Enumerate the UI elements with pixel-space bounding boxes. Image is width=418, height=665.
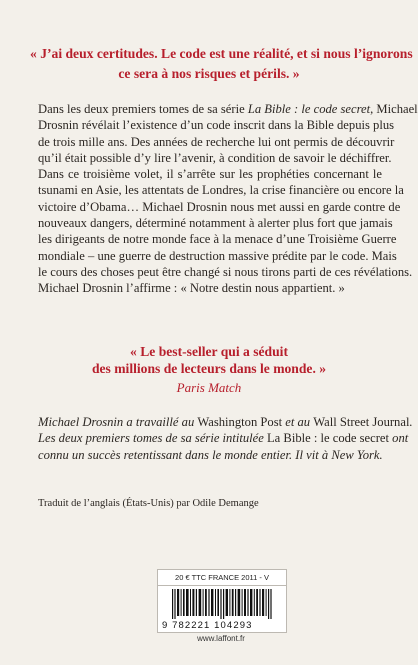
barcode-icon [172,589,272,619]
blurb-line: mondiale – une guerre de destruction massive prédite par le code. Mais [38,248,397,263]
author-bio-line: Les deux premiers tomes de sa série intitulée La Bible : le code secret ont [38,431,409,446]
blurb-line: victoire d’Obama… Michael Drosnin nous met aussi en garde contre de [38,199,401,214]
blurb-line: les dirigeants de notre monde face à la menace d’une Troisième Guerre [38,232,397,247]
publisher-website: www.laffont.fr [197,634,245,643]
blurb-line: Drosnin révélait l’existence d’un code inscrit dans la Bible depuis plus [38,118,395,133]
blurb-line: nouveaux dangers, déterminé notamment à alerter plus fort que jamais [38,216,393,231]
pull-quote-line: « J’ai deux certitudes. Le code est une réalité, et si nous l’ignorons [30,46,413,61]
pull-quote-line: ce sera à nos risques et périls. » [118,66,300,81]
author-bio [38,414,413,463]
pull-quote-top [30,44,413,84]
blurb-line: qu’il était possible d’y lire l’avenir, à condition de savoir le déchiffrer. [38,150,392,165]
blurb-line: Dans les deux premiers tomes de sa série La Bible : le code secret, Michael [38,102,418,116]
translator-credit: Traduit de l’anglais (États-Unis) par Odile Demange [38,498,259,509]
press-source: Paris Match [176,380,242,395]
author-bio-line: connu un succès retentissant dans le monde entier. Il vit à New York. [38,447,383,462]
blurb-line: tsunami en Asie, les attentats de Londres, la crise financière ou encore la [38,183,404,198]
barcode-sticker [157,569,287,633]
press-quote [30,343,388,377]
blurb-paragraph [38,101,418,297]
press-quote-line: « Le best-seller qui a séduit [130,344,288,359]
blurb-line: de trois mille ans. Des années de recherche lui ont permis de découvrir [38,134,395,149]
author-bio-line: Michael Drosnin a travaillé au Washington Post et au Wall Street Journal. [38,415,413,429]
isbn-digits: 9 782221 104293 [162,620,253,631]
blurb-line: Dans ce troisième volet, il s’arrête sur les prophéties concernant le [38,167,382,182]
press-quote-line: des millions de lecteurs dans le monde. » [91,361,327,376]
blurb-line: le cours des choses peut être changé si nous tirons parti de ces révélations. [38,264,413,279]
blurb-line: Michael Drosnin l’affirme : « Notre destin nous appartient. » [38,281,345,296]
book-title: La Bible : le code secret [247,102,371,116]
price-label: 20 € TTC FRANCE 2011 - V [158,570,286,586]
